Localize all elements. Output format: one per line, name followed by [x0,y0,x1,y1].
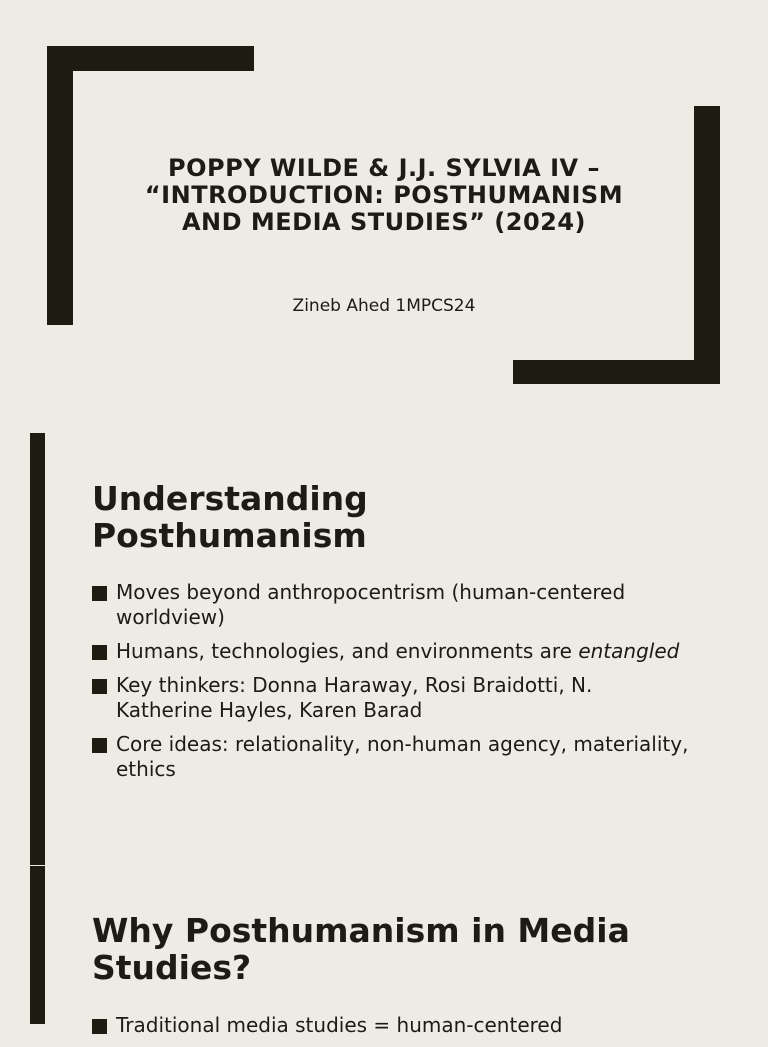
bullet-list [92,1013,692,1047]
bullet-text: Moves beyond anthropocentrism (human-centered worldview) [116,580,626,629]
slide-subtitle: Zineb Ahed 1MPCS24 [292,296,476,316]
bullet-text: Core ideas: relationality, non-human agency, materiality, ethics [116,732,689,781]
title-line: AND MEDIA STUDIES” (2024) [181,208,587,236]
frame-corner-top-left-horizontal [47,46,254,71]
bullet-square-icon [92,679,107,694]
bullet-list [92,580,692,791]
frame-corner-bottom-right-horizontal [513,360,720,384]
heading-line: Why Posthumanism in Media [92,911,630,950]
slide-heading [92,912,630,986]
bullet-square-icon [92,645,107,660]
slide-title [100,155,668,236]
heading-line: Posthumanism [92,516,367,555]
bullet-item [92,580,692,630]
title-slide [0,0,768,430]
bullet-text: Key thinkers: Donna Haraway, Rosi Braidotti, N. Katherine Hayles, Karen Barad [116,673,593,722]
slide-heading [92,480,368,554]
title-line: “INTRODUCTION: POSTHUMANISM [144,181,624,209]
bullet-text: Humans, technologies, and environments are [116,639,579,663]
bullet-item [92,639,692,664]
bullet-square-icon [92,738,107,753]
content-slide-understanding-posthumanism [0,433,768,865]
heading-line: Understanding [92,479,368,518]
left-accent-bar [30,433,45,865]
frame-corner-top-left-vertical [47,46,73,325]
bullet-text: Traditional media studies = human-centered [116,1013,563,1037]
heading-line: Studies? [92,948,252,987]
left-accent-bar [30,866,45,1024]
bullet-item [92,1013,692,1038]
frame-corner-bottom-right-vertical [694,106,720,384]
bullet-item [92,673,692,723]
bullet-emphasis: entangled [578,639,680,663]
content-slide-why-posthumanism [0,866,768,1037]
bullet-square-icon [92,1019,107,1034]
bullet-item [92,732,692,782]
title-line: POPPY WILDE & J.J. SYLVIA IV – [168,154,600,182]
bullet-square-icon [92,586,107,601]
